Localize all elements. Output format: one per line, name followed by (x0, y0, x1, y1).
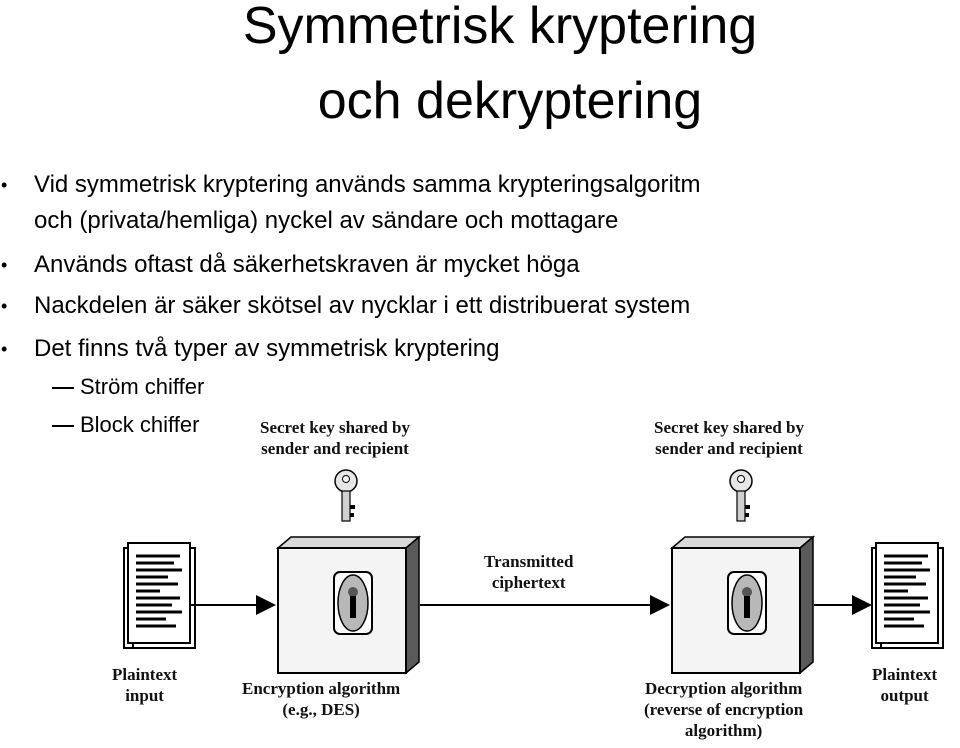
plaintext-output-document-icon (872, 543, 943, 648)
plaintext-input-document-icon (124, 543, 195, 648)
transmitted-ciphertext-label (484, 551, 573, 593)
decryption-label-line-3: algorithm) (684, 721, 763, 740)
slide-title-line-1: Symmetrisk kryptering (242, 0, 758, 55)
plaintext-output-line-2: output (880, 686, 929, 705)
bullet-dot: • (1, 339, 8, 359)
decryption-label-line-2: (reverse of encryption (644, 700, 804, 719)
key-label-left-line-2: sender and recipient (261, 439, 409, 458)
decryption-box-icon (672, 537, 813, 673)
plaintext-output-line-1: Plaintext (872, 665, 938, 684)
bullet-dot: • (1, 255, 8, 275)
key-label-left-line-1: Secret key shared by (260, 418, 411, 437)
plaintext-input-line-2: input (125, 686, 164, 705)
slide-title-line-2: och dekryptering (317, 72, 703, 130)
key-label-right (654, 417, 804, 459)
plaintext-input-line-1: Plaintext (112, 665, 178, 684)
key-label-left (260, 417, 410, 459)
key-label-right-line-1: Secret key shared by (654, 418, 805, 437)
encryption-label-line-2: (e.g., DES) (282, 700, 360, 719)
right-key-icon (730, 470, 752, 521)
bullet-2-text: Används oftast då säkerhetskraven är mycket höga (34, 251, 580, 278)
key-label-right-line-2: sender and recipient (655, 439, 803, 458)
decryption-label-line-1: Decryption algorithm (645, 679, 803, 698)
bullet-dot: • (1, 296, 8, 316)
bullet-3-text: Nackdelen är säker skötsel av nycklar i ett distribuerat system (34, 292, 691, 319)
encryption-algorithm-label (242, 678, 400, 720)
plaintext-output-label (872, 664, 937, 706)
plaintext-input-label (112, 664, 177, 706)
subbullet-block-cipher: Block chiffer (80, 412, 200, 437)
left-key-icon (335, 470, 357, 521)
encryption-box-icon (278, 537, 419, 673)
transmitted-label-line-1: Transmitted (484, 552, 574, 571)
bullet-1-line-1: Vid symmetrisk kryptering används samma krypteringsalgoritm (34, 171, 701, 198)
subbullet-stream-cipher: Ström chiffer (80, 374, 205, 399)
decryption-algorithm-label (644, 678, 803, 741)
encryption-label-line-1: Encryption algorithm (242, 679, 401, 698)
bullet-dot: • (1, 175, 8, 195)
transmitted-label-line-2: ciphertext (491, 573, 566, 592)
bullet-1-line-2: och (privata/hemliga) nyckel av sändare och mottagare (34, 207, 619, 234)
bullet-4-text: Det finns två typer av symmetrisk kryptering (34, 335, 500, 362)
